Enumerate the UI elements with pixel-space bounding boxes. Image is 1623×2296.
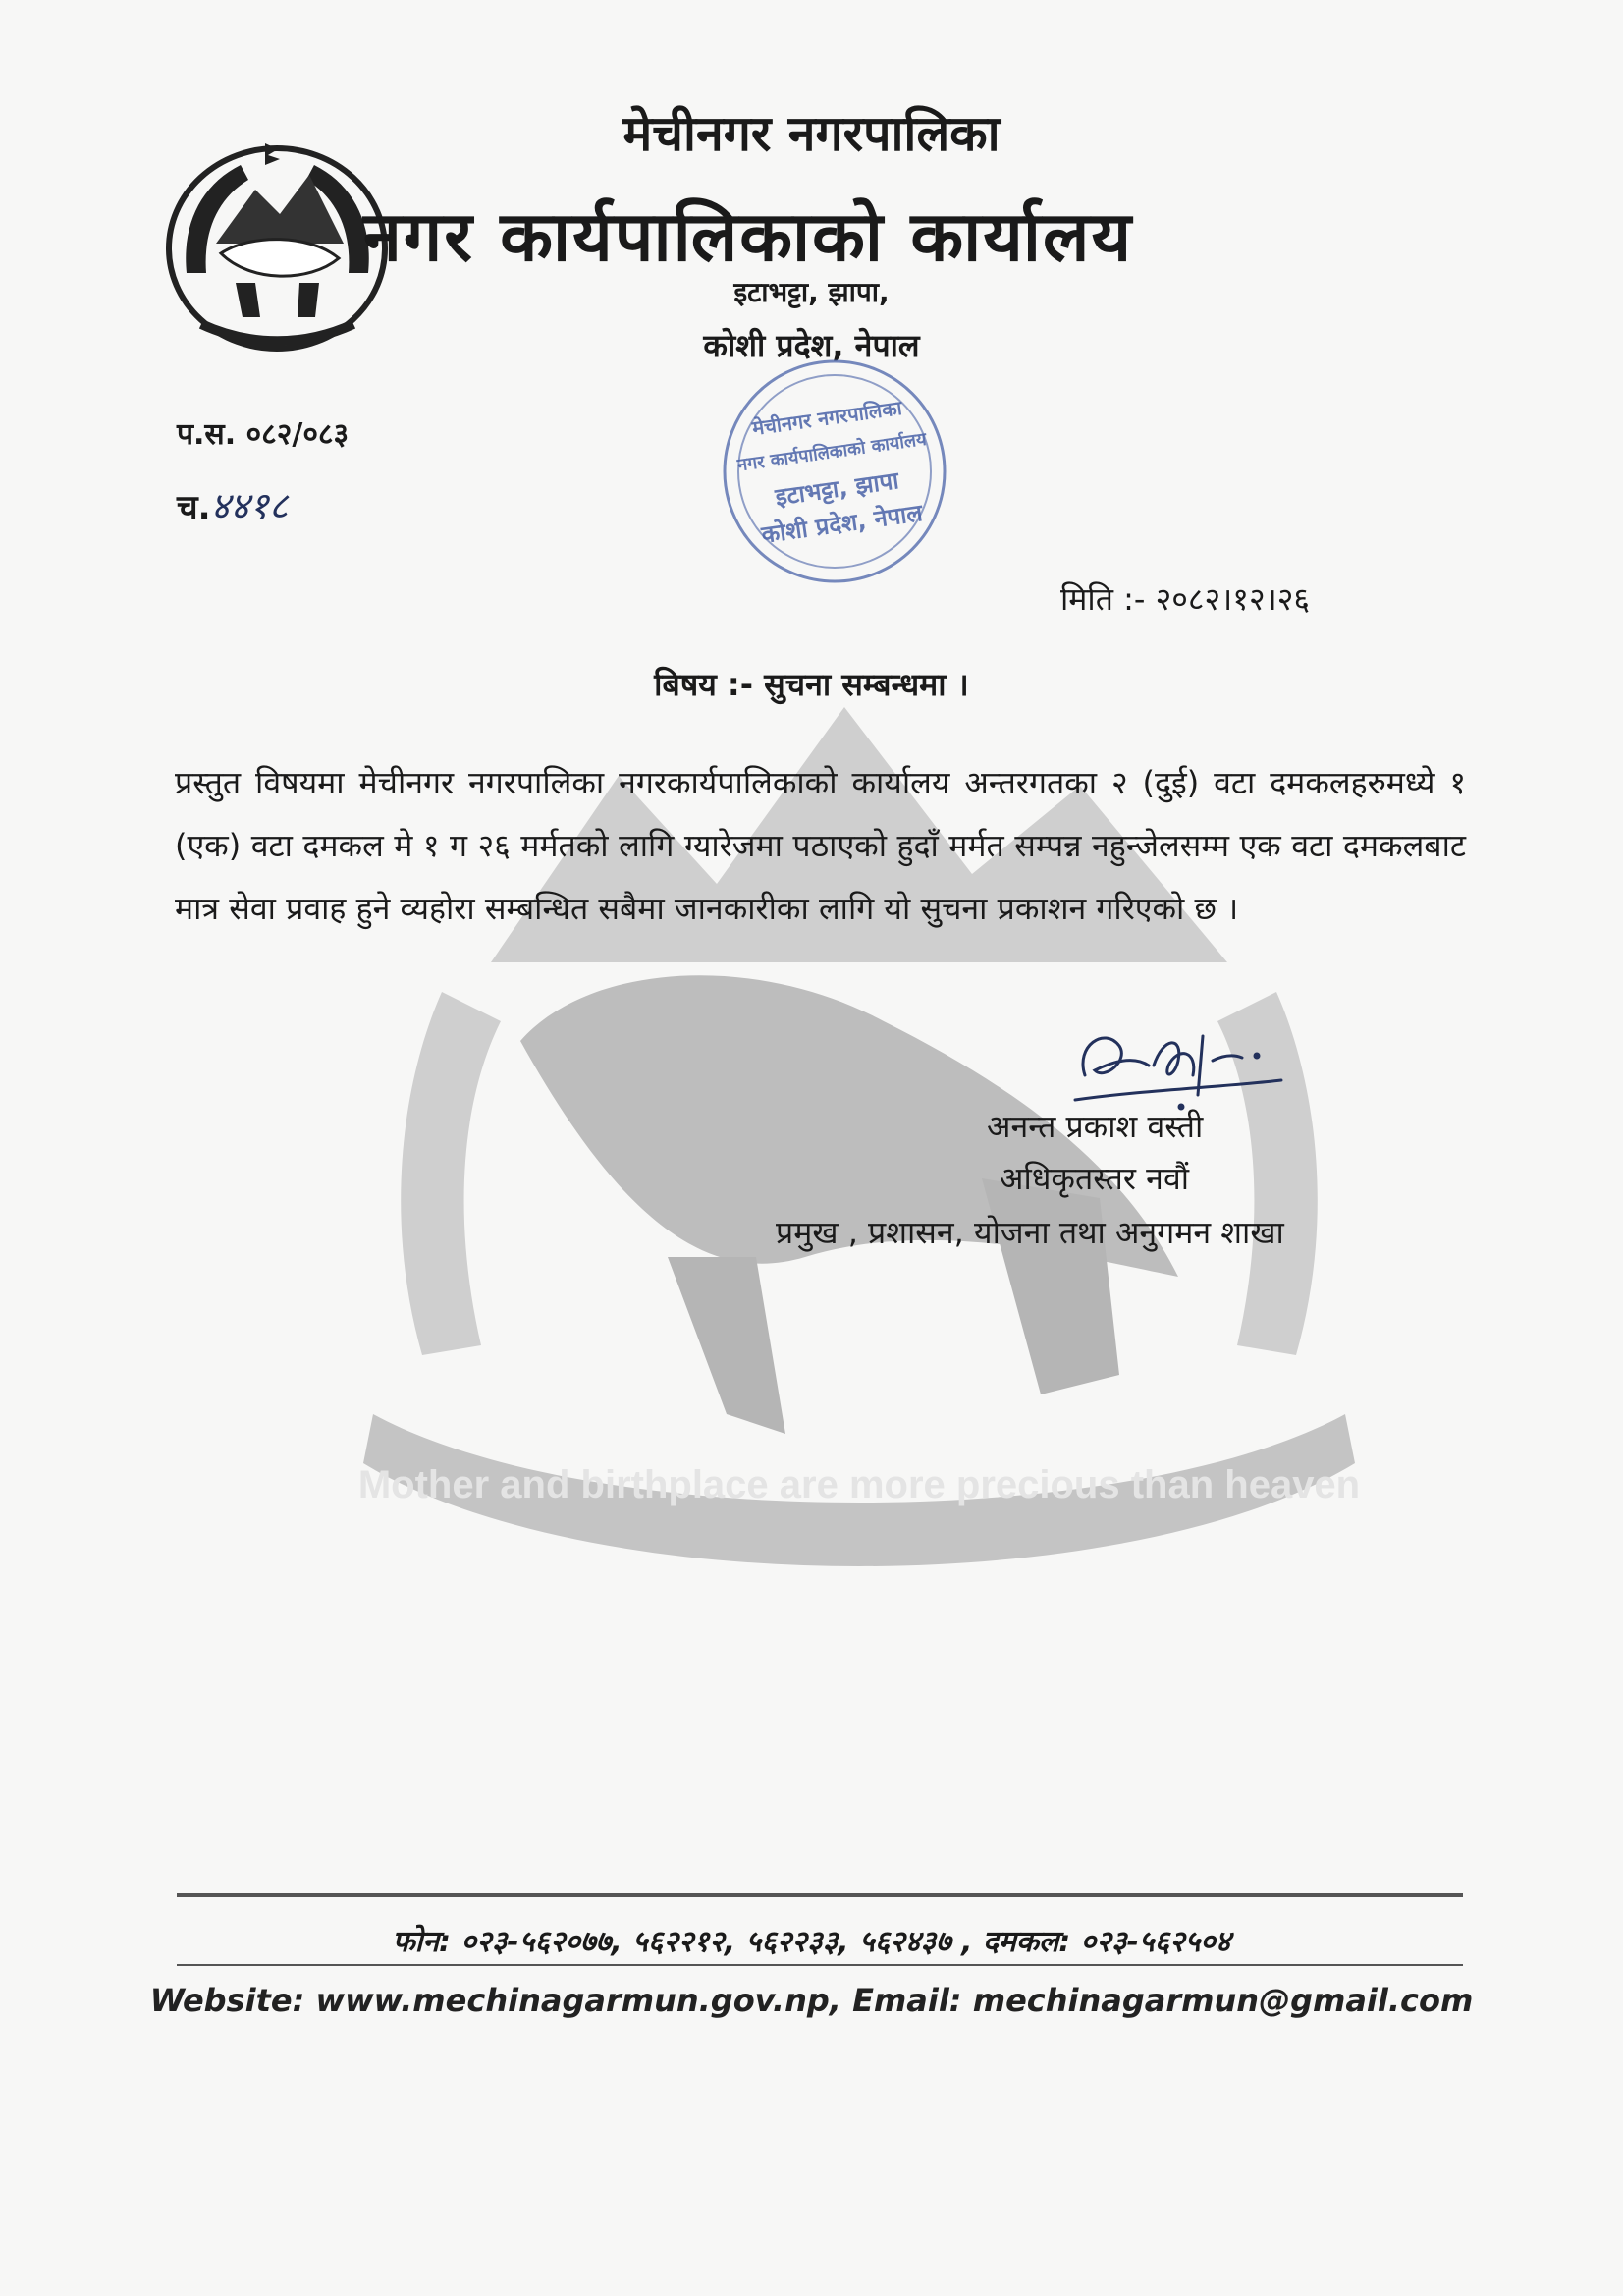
footer-divider-bottom (177, 1964, 1463, 1966)
dispatch-prefix: च. (177, 488, 211, 527)
footer-divider-top (177, 1893, 1463, 1897)
footer-web: Website: www.mechinagarmun.gov.np, Email: mechinagarmun@gmail.com (149, 1982, 1474, 2019)
stamp-line-3: इटाभट्टा, झापा (773, 466, 901, 512)
dispatch-number (177, 479, 289, 530)
signatory-branch: प्रमुख , प्रशासन, योजना तथा अनुगमन शाखा (776, 1214, 1284, 1251)
letter-body: प्रस्तुत विषयमा मेचीनगर नगरपालिका नगरकार्यपालिकाको कार्यालय अन्तरगतका २ (दुई) वटा दमकलहरुमध्ये १ (एक) वटा दमकल मे १ ग २६ मर्मतको लागि ग्यारेजमा पठाएको हुदाँ मर्मत सम्पन्न नहुन्जेलसम्म एक वटा दमकलबाट मात्र सेवा प्रवाह हुने व्यहोरा सम्बन्धित सबैमा जानकारीका लागि यो सुचना प्रकाशन गरिएको छ । (175, 764, 1466, 927)
signatory-name: अनन्त प्रकाश वस्ती (987, 1108, 1204, 1145)
stamp-line-2: नगर कार्यपालिकाको कार्यालय (735, 428, 928, 476)
address-line-2: कोशी प्रदेश, नेपाल (703, 327, 920, 364)
address-line-1: इटाभट्टा, झापा, (733, 276, 890, 308)
signatory-title: अधिकृतस्तर नवौं (1000, 1160, 1190, 1197)
fiscal-year-ref: प.स. ०८२/०८३ (177, 417, 350, 452)
stamp-line-4: कोशी प्रदेश, नेपाल (759, 499, 925, 549)
dispatch-handwritten: ४४१८ (210, 484, 289, 527)
letter-date: मिति :- २०८२।१२।२६ (1060, 580, 1311, 618)
footer-contact: फोन: ०२३-५६२०७७, ५६२२१२, ५६२२३३, ५६२४३७ , दमकल: ०२३-५६२५०४ (392, 1925, 1231, 1959)
watermark-motto: Mother and birthplace are more precious than heaven (357, 1463, 1361, 1506)
letter-subject: बिषय :- सुचना सम्बन्धमा । (654, 666, 969, 703)
office-stamp (692, 354, 977, 589)
office-name: नगर कार्यपालिकाको कार्यालय (363, 196, 1134, 277)
signature (1065, 1007, 1291, 1115)
stamp-line-1: मेचीनगर नगरपालिका (750, 395, 904, 441)
municipality-name: मेचीनगर नगरपालिका (622, 105, 1001, 162)
